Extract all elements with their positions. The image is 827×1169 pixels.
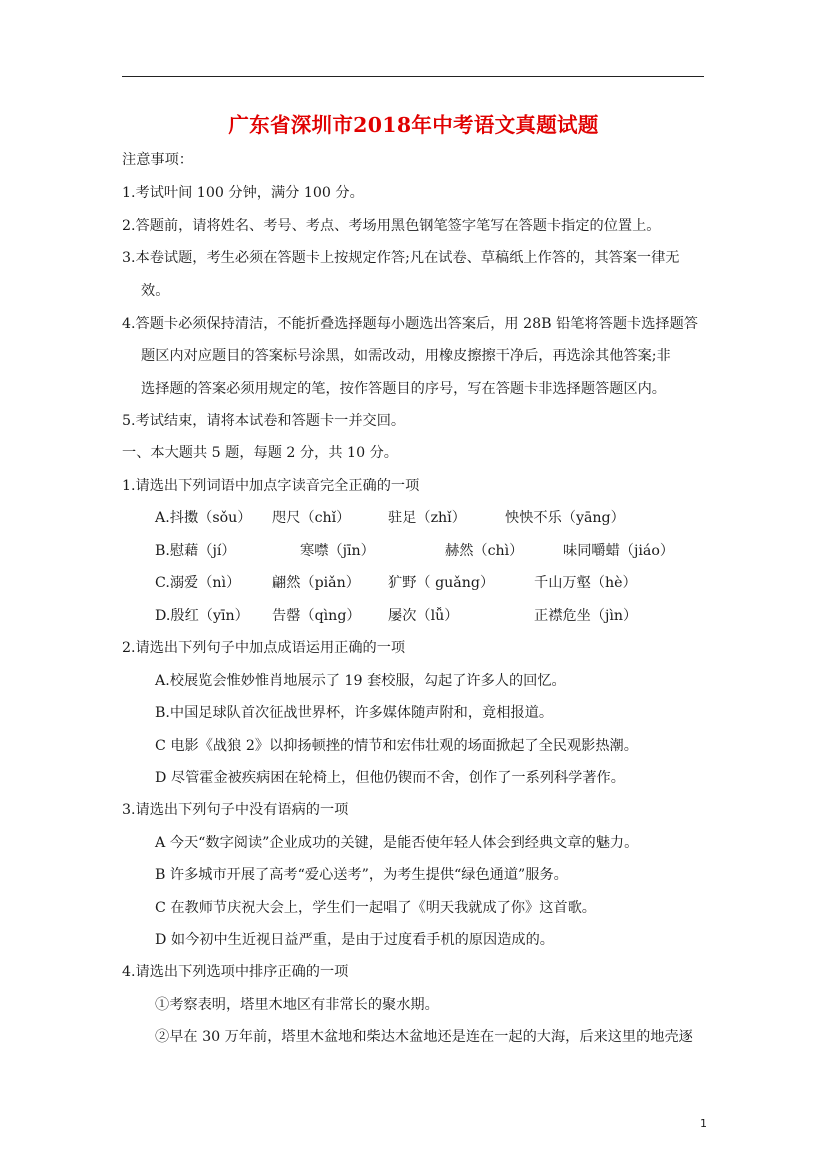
q2-option-d: D 尽管霍金被疾病困在轮椅上，但他仍锲而不舍，创作了一系列科学著作。 <box>155 770 625 786</box>
note-1: 1.考试叶间 100 分钟，满分 100 分。 <box>122 185 364 201</box>
q1-option-d-2: 告罄（qìng） <box>272 608 361 624</box>
q3-option-b: B 许多城市开展了高考“爱心送考”，为考生提供“绿色通道”服务。 <box>155 867 568 883</box>
q1-option-b-2: 寒噤（jīn） <box>300 543 375 559</box>
q1-option-c-2: 翩然（piǎn） <box>272 575 360 591</box>
q1-option-b-1: B.慰藉（jí） <box>155 543 236 559</box>
q1-option-a-4: 怏怏不乐（yāng） <box>505 510 625 526</box>
q3-option-a: A 今天“数字阅读”企业成功的关键，是能否使年轻人体会到经典文章的魅力。 <box>155 835 639 851</box>
note-4-cont-1: 题区内对应题目的答案标号涂黑，如需改动，用橡皮擦擦干净后，再选涂其他答案;非 <box>141 348 671 364</box>
q3-option-d: D 如今初中生近视日益严重，是由于过度看手机的原因造成的。 <box>155 932 554 948</box>
note-4: 4.答题卡必须保持清洁，不能折叠选择题每小题选出答案后，用 28B 铅笔将答题卡选择题答 <box>122 316 698 332</box>
q1-option-d-4: 正襟危坐（jìn） <box>534 608 638 624</box>
note-5: 5.考试结束，请将本试卷和答题卡一并交回。 <box>122 413 406 429</box>
q1-stem: 1.请选出下列词语中加点字读音完全正确的一项 <box>122 478 420 494</box>
q1-option-c-4: 千山万壑（hè） <box>534 575 637 591</box>
q3-option-c: C 在教师节庆祝大会上，学生们一起唱了《明天我就成了你》这首歌。 <box>155 900 596 916</box>
section-heading: 一、本大题共 5 题，每题 2 分，共 10 分。 <box>122 445 398 461</box>
page-title: 广东省深圳市2018年中考语文真题试题 <box>228 113 599 137</box>
q4-sentence-2: ②早在 30 万年前，塔里木盆地和柴达木盆地还是连在一起的大海，后来这里的地壳逐 <box>155 1029 693 1045</box>
q1-option-c-3: 犷野（ guǎng） <box>388 575 495 591</box>
q1-option-b-3: 赫然（chì） <box>445 543 524 559</box>
q1-option-a-3: 驻足（zhǐ） <box>388 510 466 526</box>
notes-heading: 注意事项： <box>122 152 193 168</box>
q1-option-a-1: A.抖擞（sǒu） <box>155 510 252 526</box>
q1-option-c-1: C.溺爱（nì） <box>155 575 241 591</box>
q1-option-b-4: 味同嚼蜡（jiáo） <box>563 543 675 559</box>
page-number: 1 <box>700 1117 707 1130</box>
note-4-cont-2: 选择题的答案必须用规定的笔，按作答题目的序号，写在答题卡非选择题答题区内。 <box>141 381 666 397</box>
q2-option-a: A.校展览会惟妙惟肖地展示了 19 套校服，勾起了许多人的回忆。 <box>155 673 566 689</box>
q2-option-b: B.中国足球队首次征战世界杯，许多媒体随声附和，竟相报道。 <box>155 705 554 721</box>
q2-option-c: C 电影《战狼 2》以抑扬顿挫的情节和宏伟壮观的场面掀起了全民观影热潮。 <box>155 738 638 754</box>
q1-option-d-3: 屡次（lǚ） <box>388 608 459 624</box>
q1-option-a-2: 咫尺（chǐ） <box>272 510 351 526</box>
note-2: 2.答题前，请将姓名、考号、考点、考场用黑色钢笔签字笔写在答题卡指定的位置上。 <box>122 218 661 234</box>
q4-sentence-1: ①考察表明，塔里木地区有非常长的聚水期。 <box>155 997 439 1013</box>
note-3: 3.本卷试题，考生必须在答题卡上按规定作答;凡在试卷、草稿纸上作答的，其答案一律无 <box>122 250 680 266</box>
q3-stem: 3.请选出下列句子中没有语病的一项 <box>122 802 349 818</box>
note-3-cont: 效。 <box>141 283 170 299</box>
q1-option-d-1: D.殷红（yīn） <box>155 608 249 624</box>
q4-stem: 4.请选出下列选项中排序正确的一项 <box>122 964 349 980</box>
header-rule <box>122 76 704 77</box>
q2-stem: 2.请选出下列句子中加点成语运用正确的一项 <box>122 640 406 656</box>
